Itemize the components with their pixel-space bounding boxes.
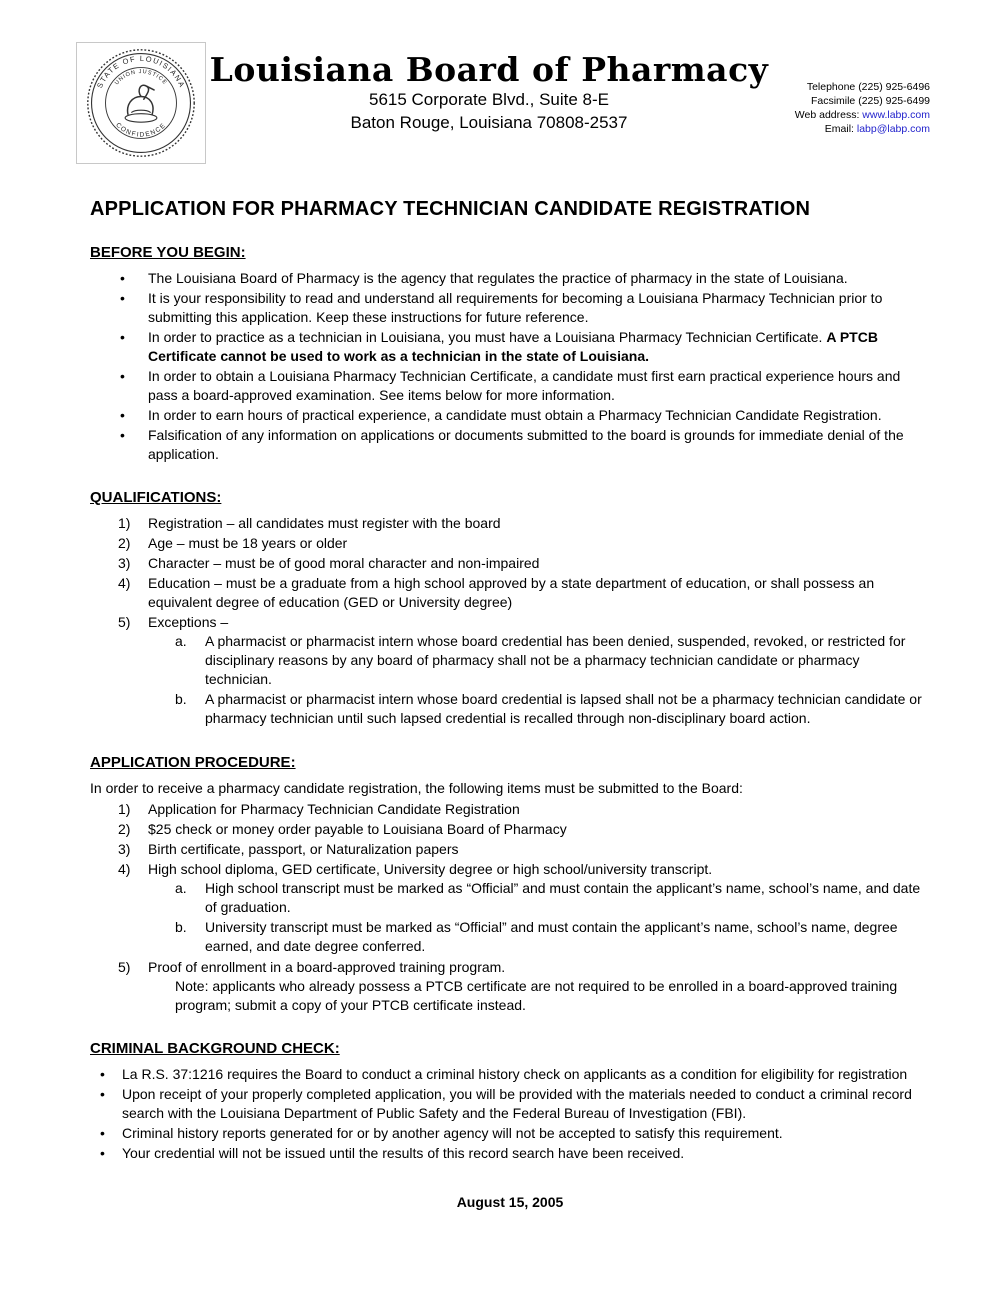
item-letter: b. xyxy=(175,691,187,707)
list-item xyxy=(118,534,930,553)
list-item xyxy=(118,800,930,819)
item-number: 4) xyxy=(118,575,131,591)
bullet-icon: • xyxy=(100,1145,105,1161)
item-text: Age – must be 18 years or older xyxy=(148,535,348,551)
seal-top-text: STATE OF LOUISIANA xyxy=(95,53,187,90)
item-text: Your credential will not be issued until the results of this record search have been received. xyxy=(122,1145,685,1161)
item-number: 3) xyxy=(118,841,131,857)
email-label: Email: xyxy=(824,123,857,135)
item-text-bold: A PTCB Certificate cannot be used to work as a technician in the state of Louisiana. xyxy=(148,329,878,364)
item-number: 2) xyxy=(118,821,131,837)
list-item xyxy=(118,574,930,612)
item-text: It is your responsibility to read and understand all requirements for becoming a Louisiana Pharmacy Technician prior to submitting this application. Keep these instructions for future reference. xyxy=(148,290,883,325)
item-letter: a. xyxy=(175,880,187,896)
web-address-line xyxy=(772,108,930,122)
telephone-line: Telephone (225) 925-6496 xyxy=(806,81,930,93)
item-text: La R.S. 37:1216 requires the Board to conduct a criminal history check on applicants as a condition for eligibility for registration xyxy=(122,1066,908,1082)
list-item xyxy=(118,840,930,859)
email-link[interactable]: labp@labp.com xyxy=(856,123,930,135)
item-text: Character – must be of good moral character and non-impaired xyxy=(148,555,540,571)
item-number: 5) xyxy=(118,959,131,975)
item-text: Registration – all candidates must register with the board xyxy=(148,515,501,531)
item-number: 4) xyxy=(118,861,131,877)
list-item xyxy=(118,514,930,533)
section-before-you-begin xyxy=(90,243,930,464)
item-text: Upon receipt of your properly completed application, you will be provided with the materials needed to conduct a criminal record search with the Louisiana Department of Public Safety and the Federal Bureau of Investigation (FBI). xyxy=(122,1086,912,1121)
bullet-icon: • xyxy=(100,1125,105,1141)
org-block xyxy=(206,42,772,134)
org-address-line1: 5615 Corporate Blvd., Suite 8-E xyxy=(368,90,610,109)
item-text: Criminal history reports generated for or by another agency will not be accepted to satisfy this requirement. xyxy=(122,1125,783,1141)
item-text-main: Proof of enrollment in a board-approved training program. xyxy=(148,959,506,975)
item-text: The Louisiana Board of Pharmacy is the agency that regulates the practice of pharmacy in the state of Louisiana. xyxy=(148,270,848,286)
list-item xyxy=(120,269,930,288)
item-text: $25 check or money order payable to Louisiana Board of Pharmacy xyxy=(148,821,567,837)
page-title: APPLICATION FOR PHARMACY TECHNICIAN CANDIDATE REGISTRATION xyxy=(90,198,811,220)
list-item xyxy=(120,289,930,327)
item-text: Education – must be a graduate from a high school approved by a state department of education, or shall possess an equivalent degree of education (GED or University degree) xyxy=(148,575,875,610)
seal-bottom-text: CONFIDENCE xyxy=(114,121,168,139)
louisiana-state-seal-logo xyxy=(76,42,206,164)
item-text: In order to obtain a Louisiana Pharmacy Technician Certificate, a candidate must first earn practical experience hours and pass a board-approved examination. See items below for more information. xyxy=(148,368,901,403)
list-item xyxy=(100,1124,930,1143)
sub-list-item xyxy=(175,632,930,689)
list-item xyxy=(120,426,930,464)
list-item xyxy=(120,367,930,405)
item-text-main: Exceptions – xyxy=(148,614,229,630)
web-label: Web address: xyxy=(794,109,863,121)
list-item xyxy=(120,328,930,366)
item-text: High school transcript must be marked as “Official” and must contain the applicant’s name, school’s name, and date of graduation. xyxy=(205,880,921,915)
document-header xyxy=(90,42,930,164)
application-procedure-list xyxy=(90,800,930,1015)
bullet-icon: • xyxy=(120,368,125,384)
item-letter: a. xyxy=(175,633,187,649)
list-item xyxy=(118,820,930,839)
sub-list-item xyxy=(175,690,930,728)
web-link[interactable]: www.labp.com xyxy=(862,109,930,121)
bullet-icon: • xyxy=(120,329,125,345)
item-text: University transcript must be marked as “Official” and must contain the applicant’s name, school’s name, degree earned, and date degree conferred. xyxy=(205,919,898,954)
email-line xyxy=(772,122,930,136)
sub-list xyxy=(175,632,930,728)
facsimile-line: Facsimile (225) 925-6499 xyxy=(810,95,930,107)
contact-block xyxy=(772,42,930,136)
list-item xyxy=(118,958,930,1015)
item-number: 5) xyxy=(118,614,131,630)
item-note: Note: applicants who already possess a PTCB certificate are not required to be enrolled in a board-approved training program; submit a copy of your PTCB certificate instead. xyxy=(175,978,898,1013)
list-item xyxy=(120,406,930,425)
list-item xyxy=(118,554,930,573)
list-item xyxy=(100,1065,930,1084)
sub-list xyxy=(175,879,930,956)
list-item xyxy=(118,613,930,729)
item-number: 3) xyxy=(118,555,131,571)
item-text: Birth certificate, passport, or Naturalization papers xyxy=(148,841,459,857)
item-text xyxy=(148,328,930,366)
item-text-normal: In order to practice as a technician in Louisiana, you must have a Louisiana Pharmacy Technician Certificate. xyxy=(148,329,827,345)
section-heading: QUALIFICATIONS: xyxy=(90,489,222,506)
list-item xyxy=(100,1144,930,1163)
item-text: A pharmacist or pharmacist intern whose board credential has been denied, suspended, revoked, or restricted for disciplinary reasons by any board of pharmacy shall not be a pharmacy technician candidate or pharmacy technician. xyxy=(205,633,906,687)
criminal-background-list xyxy=(90,1065,930,1163)
bullet-icon: • xyxy=(120,290,125,306)
bullet-icon: • xyxy=(120,407,125,423)
item-number: 2) xyxy=(118,535,131,551)
section-heading: CRIMINAL BACKGROUND CHECK: xyxy=(90,1040,340,1057)
item-text: Application for Pharmacy Technician Candidate Registration xyxy=(148,801,520,817)
item-text: In order to earn hours of practical experience, a candidate must obtain a Pharmacy Technician Candidate Registration. xyxy=(148,407,882,423)
bullet-icon: • xyxy=(120,270,125,286)
section-heading: APPLICATION PROCEDURE: xyxy=(90,754,296,771)
item-text-main: High school diploma, GED certificate, University degree or high school/university transcript. xyxy=(148,861,713,877)
bullet-icon: • xyxy=(100,1066,105,1082)
pelican-icon xyxy=(125,85,157,122)
list-item xyxy=(100,1085,930,1123)
bullet-icon: • xyxy=(120,427,125,443)
item-text xyxy=(148,860,930,957)
org-address-line2: Baton Rouge, Louisiana 70808-2537 xyxy=(350,113,628,132)
section-intro: In order to receive a pharmacy candidate registration, the following items must be submitted to the Board: xyxy=(90,780,743,796)
qualifications-list xyxy=(90,514,930,729)
louisiana-state-seal-icon xyxy=(85,47,197,159)
sub-list-item xyxy=(175,918,930,956)
item-text: A pharmacist or pharmacist intern whose board credential is lapsed shall not be a pharmacy technician candidate or pharmacy technician until such lapsed credential is recalled through non-disciplinary board action. xyxy=(205,691,922,726)
item-number: 1) xyxy=(118,515,131,531)
section-application-procedure xyxy=(90,753,930,1015)
section-qualifications xyxy=(90,488,930,729)
bullet-icon: • xyxy=(100,1086,105,1102)
list-item xyxy=(118,860,930,957)
item-text xyxy=(148,613,930,729)
before-you-begin-list xyxy=(90,269,930,464)
item-text: Falsification of any information on applications or documents submitted to the board is grounds for immediate denial of the application. xyxy=(148,427,904,462)
sub-list-item xyxy=(175,879,930,917)
footer-date: August 15, 2005 xyxy=(456,1194,564,1210)
section-criminal-background-check xyxy=(90,1039,930,1163)
seal-outer-ring xyxy=(88,50,194,156)
section-heading: BEFORE YOU BEGIN: xyxy=(90,244,246,261)
seal-middle-text: UNION JUSTICE xyxy=(114,69,168,87)
item-letter: b. xyxy=(175,919,187,935)
org-name: Louisiana Board of Pharmacy xyxy=(209,50,769,89)
item-number: 1) xyxy=(118,801,131,817)
item-text xyxy=(148,958,930,1015)
